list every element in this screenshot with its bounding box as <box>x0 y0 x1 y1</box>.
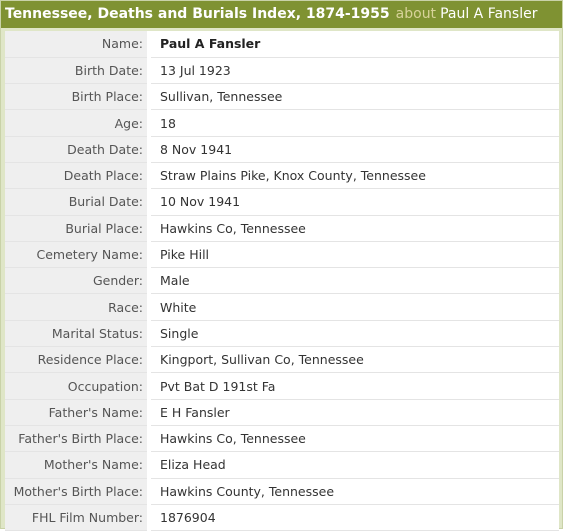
record-row <box>5 136 559 162</box>
record-row <box>5 504 559 530</box>
field-label: Marital Status: <box>5 320 149 346</box>
field-value: 8 Nov 1941 <box>149 136 559 162</box>
field-value: Male <box>149 268 559 294</box>
record-row <box>5 452 559 478</box>
record-row <box>5 110 559 136</box>
record-row <box>5 478 559 504</box>
about-label: about <box>395 6 437 22</box>
field-value: Single <box>149 320 559 346</box>
field-label: Birth Date: <box>5 57 149 83</box>
record-row <box>5 320 559 346</box>
record-row <box>5 399 559 425</box>
field-label: Father's Birth Place: <box>5 425 149 451</box>
field-label: Mother's Name: <box>5 452 149 478</box>
field-label: Death Date: <box>5 136 149 162</box>
record-row <box>5 84 559 110</box>
field-label: Occupation: <box>5 373 149 399</box>
record-title-bar <box>1 1 562 28</box>
field-value: Pvt Bat D 191st Fa <box>149 373 559 399</box>
field-value: White <box>149 294 559 320</box>
field-label: Residence Place: <box>5 347 149 373</box>
person-name-title: Paul A Fansler <box>440 6 538 22</box>
field-value: E H Fansler <box>149 399 559 425</box>
field-label: Death Place: <box>5 162 149 188</box>
field-value: 13 Jul 1923 <box>149 57 559 83</box>
record-row <box>5 294 559 320</box>
field-value: Kingport, Sullivan Co, Tennessee <box>149 347 559 373</box>
field-value: Sullivan, Tennessee <box>149 84 559 110</box>
field-value: 1876904 <box>149 504 559 530</box>
field-label: Age: <box>5 110 149 136</box>
field-label: Father's Name: <box>5 399 149 425</box>
field-value: Straw Plains Pike, Knox County, Tennessee <box>149 162 559 188</box>
record-row <box>5 373 559 399</box>
record-details <box>5 31 559 531</box>
field-value: 18 <box>149 110 559 136</box>
field-label: Burial Date: <box>5 189 149 215</box>
field-label: Cemetery Name: <box>5 241 149 267</box>
record-row <box>5 57 559 83</box>
record-row <box>5 268 559 294</box>
record-row <box>5 425 559 451</box>
field-value: Pike Hill <box>149 241 559 267</box>
field-value: Paul A Fansler <box>149 31 559 57</box>
record-row <box>5 31 559 57</box>
field-label: Name: <box>5 31 149 57</box>
record-row <box>5 347 559 373</box>
field-label: Birth Place: <box>5 84 149 110</box>
field-value: 10 Nov 1941 <box>149 189 559 215</box>
field-label: FHL Film Number: <box>5 504 149 530</box>
field-label: Gender: <box>5 268 149 294</box>
record-row <box>5 189 559 215</box>
record-row <box>5 215 559 241</box>
field-label: Mother's Birth Place: <box>5 478 149 504</box>
record-row <box>5 241 559 267</box>
record-table <box>5 31 559 531</box>
field-value: Hawkins Co, Tennessee <box>149 215 559 241</box>
field-label: Race: <box>5 294 149 320</box>
field-value: Eliza Head <box>149 452 559 478</box>
field-label: Burial Place: <box>5 215 149 241</box>
field-value: Hawkins Co, Tennessee <box>149 425 559 451</box>
field-value: Hawkins County, Tennessee <box>149 478 559 504</box>
collection-title[interactable]: Tennessee, Deaths and Burials Index, 1874-1955 <box>5 6 390 22</box>
record-row <box>5 162 559 188</box>
